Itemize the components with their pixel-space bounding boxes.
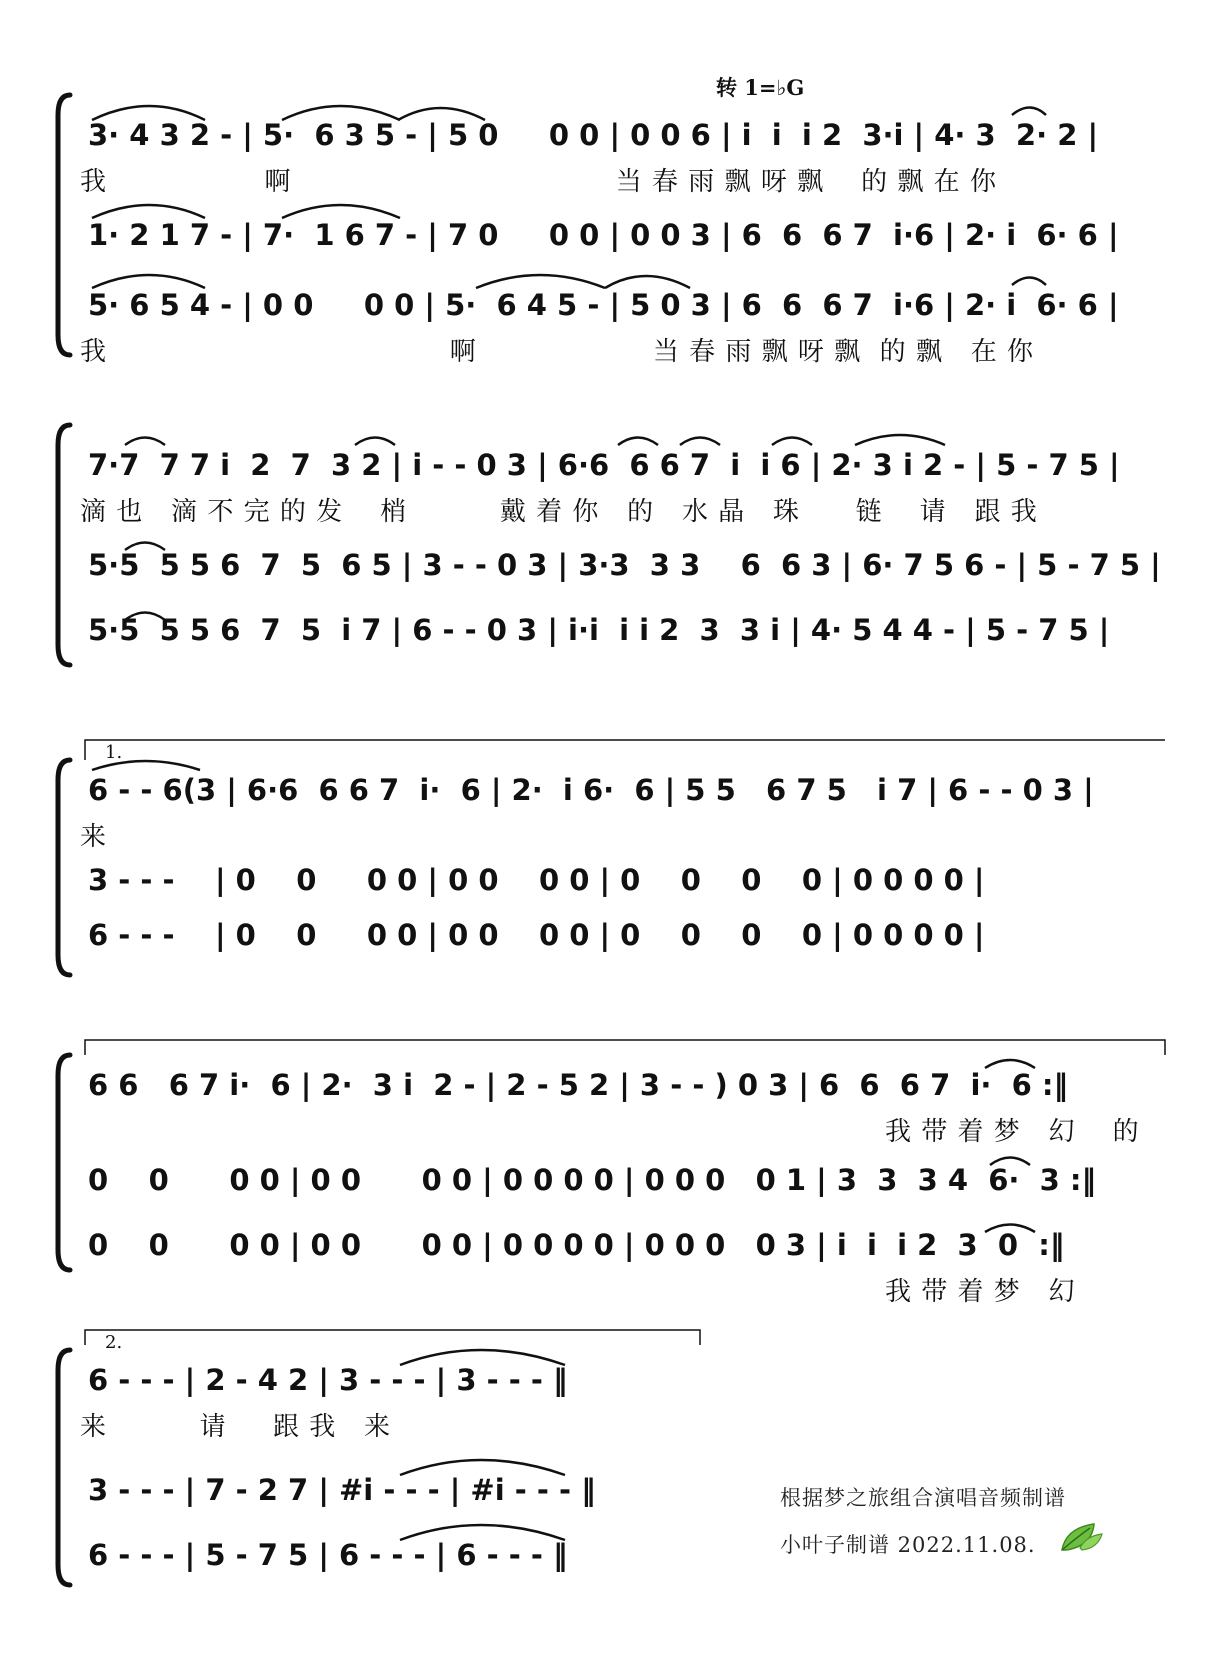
key-change-label: 转 1=♭G xyxy=(716,75,805,100)
system-1 xyxy=(58,95,1119,367)
system-5-stave-2: 3 - - - | 7 - 2 7 | #i - - - | #i - - - ‖ xyxy=(88,1473,596,1507)
system-3-stave-1: 6 - - 6(3 | 6·6 6 6 7 i· 6 | 2· i 6· 6 | 5 5 6 7 5 i 7 | 6 - - 0 3 | xyxy=(88,773,1094,807)
system-3 xyxy=(58,740,1165,975)
system-1-lyrics-1: 我 啊 当 春 雨 飘 呀 飘 的 飘 在 你 xyxy=(80,167,997,197)
system-3-lyrics-1: 来 xyxy=(80,822,108,852)
credits xyxy=(780,1486,1102,1557)
system-4-brace xyxy=(58,1055,70,1270)
leaf-icon xyxy=(1062,1524,1102,1550)
system-2-stave-3: 5·5 5 5 6 7 5 i 7 | 6 - - 0 3 | i·i i i 2 3 3 i | 4· 5 4 4 - | 5 - 7 5 | xyxy=(88,613,1110,647)
system-1-lyrics-2: 我 啊 当 春 雨 飘 呀 飘 的 飘 在 你 xyxy=(80,337,1034,367)
system-1-stave-2: 1· 2 1 7 - | 7· 1 6 7 - | 7 0 0 0 | 0 0 3 | 6 6 6 7 i·6 | 2· i 6· 6 | xyxy=(88,218,1119,252)
system-1-stave-1: 3· 4 3 2 - | 5· 6 3 5 - | 5 0 0 0 | 0 0 6 | i i i 2 3·i | 4· 3 2· 2 | xyxy=(88,118,1099,152)
system-5 xyxy=(58,1330,700,1585)
system-4-top-bracket xyxy=(85,1040,1165,1055)
system-5-stave-1: 6 - - - | 2 - 4 2 | 3 - - - | 3 - - - ‖ xyxy=(88,1363,568,1397)
credit-line-1: 根据梦之旅组合演唱音频制谱 xyxy=(780,1486,1066,1510)
volta-1-bracket xyxy=(85,740,1165,760)
volta-2-label: 2. xyxy=(105,1332,123,1353)
system-3-stave-2: 3 - - - | 0 0 0 0 | 0 0 0 0 | 0 0 0 0 | 0 0 0 0 | xyxy=(88,863,985,897)
system-4-stave-2: 0 0 0 0 | 0 0 0 0 | 0 0 0 0 | 0 0 0 0 1 | 3 3 3 4 6· 3 :‖ xyxy=(88,1163,1097,1197)
system-3-brace xyxy=(58,760,70,975)
system-4-lyrics-2: 我 带 着 梦 幻 xyxy=(885,1277,1076,1307)
system-2 xyxy=(58,425,1161,665)
system-5-lyrics-1: 来 请 跟 我 来 xyxy=(80,1412,392,1442)
system-4-lyrics-1: 我 带 着 梦 幻 的 xyxy=(885,1117,1140,1147)
volta-1-label: 1. xyxy=(105,742,123,763)
system-2-lyrics-1: 滴 也 滴 不 完 的 发 梢 戴 着 你 的 水 晶 珠 链 请 跟 我 xyxy=(80,497,1038,527)
system-3-stave-3: 6 - - - | 0 0 0 0 | 0 0 0 0 | 0 0 0 0 | 0 0 0 0 | xyxy=(88,918,985,952)
system-4 xyxy=(58,1040,1165,1307)
system-1-brace xyxy=(58,95,70,355)
system-1-stave-3: 5· 6 5 4 - | 0 0 0 0 | 5· 6 4 5 - | 5 0 3 | 6 6 6 7 i·6 | 2· i 6· 6 | xyxy=(88,288,1119,322)
credit-line-2: 小叶子制谱 2022.11.08. xyxy=(780,1533,1036,1557)
system-2-stave-2: 5·5 5 5 6 7 5 6 5 | 3 - - 0 3 | 3·3 3 3 6 6 3 | 6· 7 5 6 - | 5 - 7 5 | xyxy=(88,548,1161,582)
system-4-stave-1: 6 6 6 7 i· 6 | 2· 3 i 2 - | 2 - 5 2 | 3 - - ) 0 3 | 6 6 6 7 i· 6 :‖ xyxy=(88,1068,1068,1102)
volta-2-bracket xyxy=(85,1330,700,1345)
system-5-brace xyxy=(58,1350,70,1585)
system-5-stave-3: 6 - - - | 5 - 7 5 | 6 - - - | 6 - - - ‖ xyxy=(88,1538,568,1572)
system-4-stave-3: 0 0 0 0 | 0 0 0 0 | 0 0 0 0 | 0 0 0 0 3 | i i i 2 3 0 :‖ xyxy=(88,1228,1065,1262)
system-2-stave-1: 7·7 7 7 i 2 7 3 2 | i - - 0 3 | 6·6 6 6 7 i i 6 | 2· 3 i 2 - | 5 - 7 5 | xyxy=(88,448,1120,482)
system-2-brace xyxy=(58,425,70,665)
